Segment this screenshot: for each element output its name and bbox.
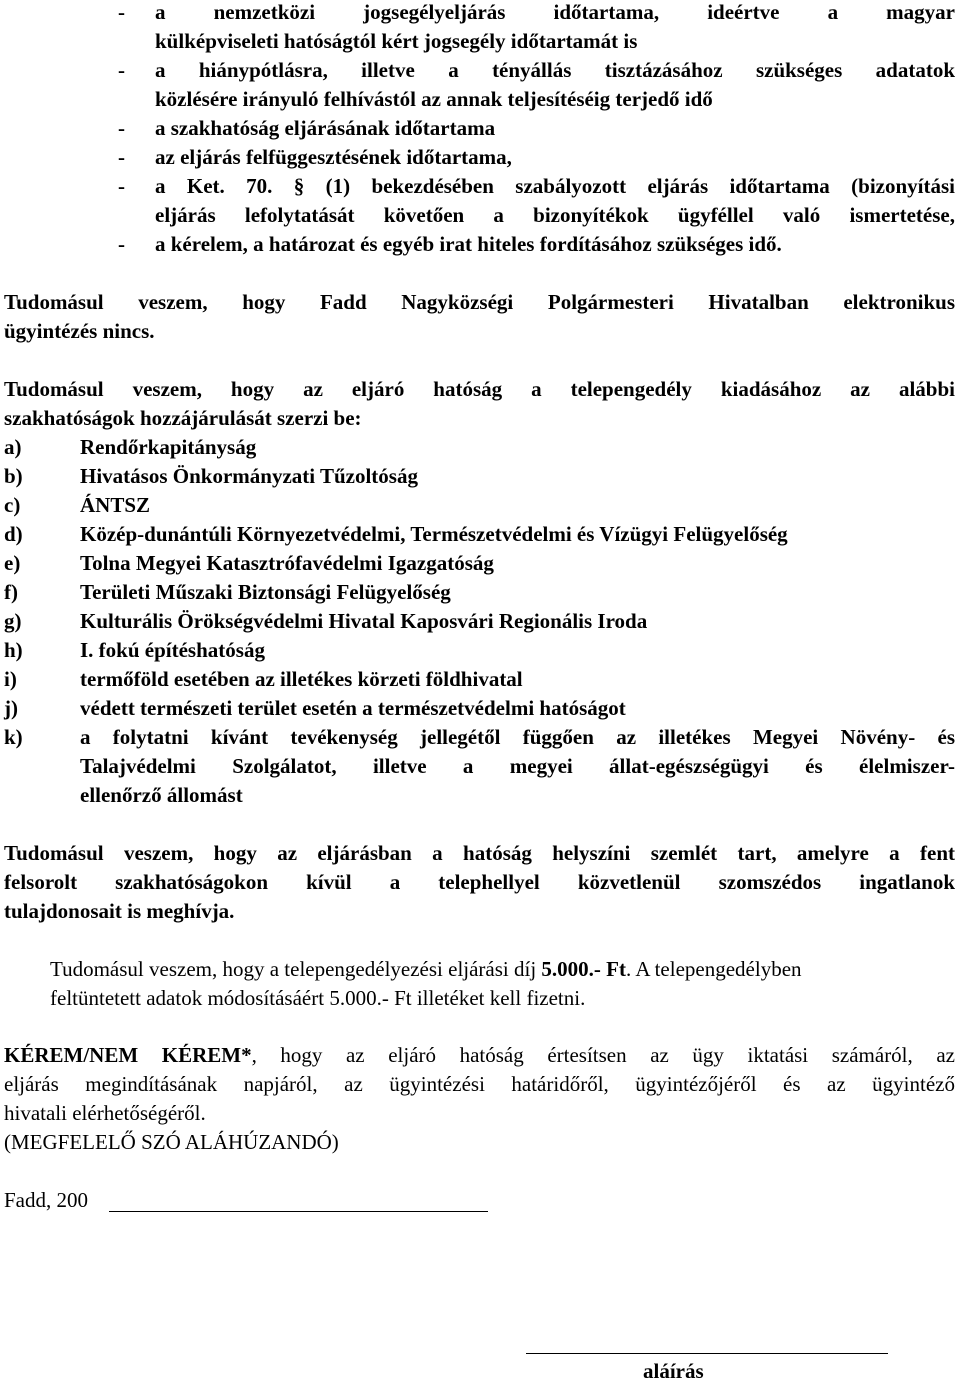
notice-text: , hogy az eljáró hatóság értesítsen az ügy iktatási számáról, az — [251, 1043, 955, 1067]
bullet-dash: - — [118, 174, 125, 198]
notice-choice: KÉREM/NEM KÉREM* — [4, 1043, 252, 1067]
notice-line-4: (MEGFELELŐ SZÓ ALÁHÚZANDÓ) — [4, 1130, 339, 1154]
fee-amount: 5.000.- Ft — [541, 957, 626, 981]
fee-text: Tudomásul veszem, hogy a telepengedélyezési eljárási díj — [50, 957, 542, 981]
bullet-2-line-1: a hiánypótlásra, illetve a tényállás tisztázásához szükséges adatatok — [155, 58, 955, 82]
bullet-dash: - — [118, 145, 125, 169]
signature-line[interactable] — [526, 1353, 888, 1354]
para-inspection-line-3: tulajdonosait is meghívja. — [4, 899, 235, 923]
authority-item: a folytatni kívánt tevékenység jellegétől függően az illetékes Megyei Növény- és — [80, 725, 955, 749]
para-inspection-line-1: Tudomásul veszem, hogy az eljárásban a hatóság helyszíni szemlét tart, amelyre a fent — [4, 841, 955, 865]
para-authorities-line-2: szakhatóságok hozzájárulását szerzi be: — [4, 406, 362, 430]
list-letter: j) — [4, 696, 18, 720]
authority-item: termőföld esetében az illetékes körzeti földhivatal — [80, 667, 523, 691]
list-letter: f) — [4, 580, 18, 604]
bullet-3-line-1: a szakhatóság eljárásának időtartama — [155, 116, 496, 140]
bullet-dash: - — [118, 232, 125, 256]
fee-line-1 — [50, 955, 802, 984]
authority-item: Hivatásos Önkormányzati Tűzoltóság — [80, 464, 418, 488]
list-letter: g) — [4, 609, 22, 633]
bullet-4-line-1: az eljárás felfüggesztésének időtartama, — [155, 145, 512, 169]
authority-item: Közép-dunántúli Környezetvédelmi, Természetvédelmi és Vízügyi Felügyelőség — [80, 522, 788, 546]
list-letter: i) — [4, 667, 17, 691]
list-letter: e) — [4, 551, 21, 575]
fee-text: . A telepengedélyben — [626, 957, 802, 981]
bullet-dash: - — [118, 0, 125, 24]
list-letter: h) — [4, 638, 23, 662]
authority-item: I. fokú építéshatóság — [80, 638, 265, 662]
authority-item: Tolna Megyei Katasztrófavédelmi Igazgatóság — [80, 551, 494, 575]
list-letter: a) — [4, 435, 22, 459]
notice-line-2: eljárás megindításának napjáról, az ügyintézési határidőről, ügyintézőjéről és az ügyintéző — [4, 1072, 955, 1096]
bullet-5-line-1: a Ket. 70. § (1) bekezdésében szabályozott eljárás időtartama (bizonyítási — [155, 174, 955, 198]
authority-item: ÁNTSZ — [80, 493, 151, 517]
para-inspection-line-2: felsorolt szakhatóságokon kívül a telephellyel közvetlenül szomszédos ingatlanok — [4, 870, 955, 894]
date-blank-line[interactable] — [109, 1211, 488, 1212]
list-letter: c) — [4, 493, 21, 517]
authority-item-cont: Talajvédelmi Szolgálatot, illetve a megyei állat-egészségügyi és élelmiszer- — [80, 754, 955, 778]
bullet-2-line-2: közlésére irányuló felhívástól az annak teljesítéséig terjedő idő — [155, 87, 713, 111]
authority-item-cont: ellenőrző állomást — [80, 783, 243, 807]
notice-line-3: hivatali elérhetőségéről. — [4, 1101, 206, 1125]
bullet-5-line-2: eljárás lefolytatását követően a bizonyítékok ügyféllel való ismertetése, — [155, 203, 955, 227]
authority-item: védett természeti terület esetén a természetvédelmi hatóságot — [80, 696, 626, 720]
para-electronic-line-2: ügyintézés nincs. — [4, 319, 155, 343]
authority-item: Kulturális Örökségvédelmi Hivatal Kaposvári Regionális Iroda — [80, 609, 648, 633]
bullet-1-line-1: a nemzetközi jogsegélyeljárás időtartama, ideértve a magyar — [155, 0, 955, 24]
signature-label: aláírás — [643, 1359, 704, 1383]
fee-line-2: feltüntetett adatok módosításáért 5.000.- Ft illetéket kell fizetni. — [50, 986, 586, 1010]
list-letter: k) — [4, 725, 23, 749]
bullet-dash: - — [118, 116, 125, 140]
bullet-6-line-1: a kérelem, a határozat és egyéb irat hiteles fordításához szükséges idő. — [155, 232, 782, 256]
authority-item: Rendőrkapitányság — [80, 435, 257, 459]
notice-line-1 — [4, 1041, 955, 1070]
para-authorities-line-1: Tudomásul veszem, hogy az eljáró hatóság a telepengedély kiadásához az alábbi — [4, 377, 955, 401]
date-prefix: Fadd, 200 — [4, 1188, 88, 1212]
bullet-1-line-2: külképviseleti hatóságtól kért jogsegély időtartamát is — [155, 29, 638, 53]
para-electronic-line-1: Tudomásul veszem, hogy Fadd Nagyközségi Polgármesteri Hivatalban elektronikus — [4, 290, 955, 314]
authority-item: Területi Műszaki Biztonsági Felügyelőség — [80, 580, 451, 604]
list-letter: b) — [4, 464, 23, 488]
list-letter: d) — [4, 522, 23, 546]
bullet-dash: - — [118, 58, 125, 82]
